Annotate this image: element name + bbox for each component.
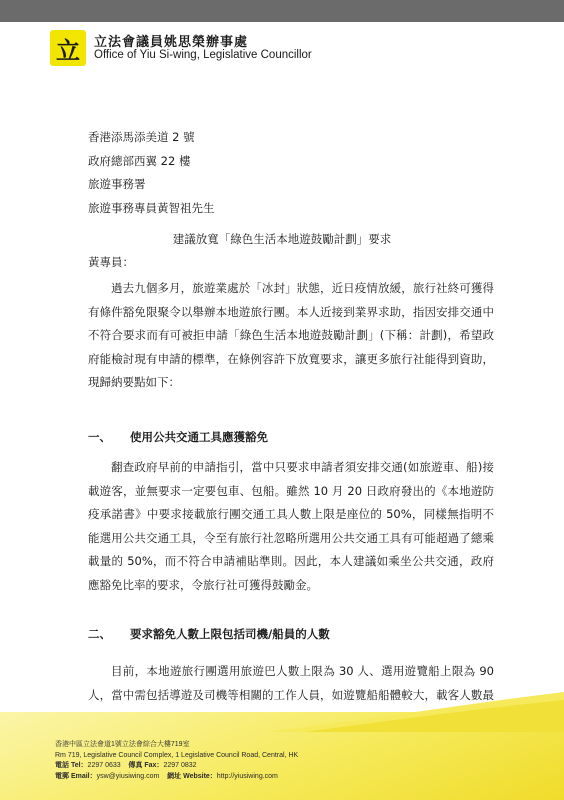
intro-paragraph: 過去九個多月，旅遊業處於「冰封」狀態，近日疫情放緩，旅行社終可獲得有條件豁免限聚令以舉辦本地遊旅行團。本人近接到業界求助，指因安排交通中不符合要求而有可被拒申請「綠色生活本地遊鼓勵計劃」(下稱：計劃)，希望政府能檢討現有申請的標準，在條例容許下放寬要求，讓更多旅行社能得到資助，現歸納要點如下： — [88, 281, 494, 389]
fax-number: 2297 0832 — [163, 762, 197, 769]
section-title: 使用公共交通工具應獲豁免 — [130, 430, 268, 444]
address-line: 香港添馬添美道 2 號 — [88, 130, 195, 144]
section-2-body: 目前，本地遊旅行團選用旅遊巴人數上限為 30 人、選用遊覽船上限為 90 人，當中需包括導遊及司機等相關的工作人員，如遊覽船船體較大，載客人數最 — [88, 664, 494, 702]
email-link[interactable]: ysw@yiusiwing.com — [96, 772, 160, 780]
section-2-heading — [88, 626, 330, 642]
office-logo: 立 — [50, 30, 86, 66]
top-bar — [0, 0, 564, 22]
address-line: 旅遊事務署 — [88, 177, 146, 191]
footer-address-en: Rm 719, Legislative Council Complex, 1 Legislative Council Road, Central, HK — [55, 751, 299, 759]
footer-address-zh: 香港中區立法會道1號立法會綜合大樓719室 — [55, 741, 190, 748]
website-label: 網址 Website： — [167, 772, 217, 780]
letterhead — [50, 30, 520, 66]
recipient-address — [88, 126, 215, 220]
footer-swoosh-decoration — [264, 692, 564, 732]
tel-number: 2297 0633 — [87, 762, 121, 769]
email-label: 電郵 Email： — [55, 772, 97, 780]
office-name-zh: 立法會議員姚思榮辦事處 — [94, 35, 249, 50]
website-link[interactable]: http://yiusiwing.com — [216, 772, 278, 780]
section-1-heading — [88, 429, 268, 445]
footer-phone-line — [55, 761, 298, 772]
section-title: 要求豁免人數上限包括司機/船員的人數 — [130, 627, 330, 641]
address-line: 旅遊事務專員黃智祖先生 — [88, 200, 215, 215]
address-line: 政府總部西翼 22 樓 — [88, 153, 191, 168]
salutation: 黃專員： — [88, 255, 134, 269]
section-number: 一、 — [88, 430, 111, 444]
tel-label: 電話 Tel： — [55, 762, 88, 769]
footer-web-line — [55, 772, 298, 783]
office-name-en: Office of Yiu Si-wing, Legislative Councillor — [94, 49, 312, 61]
section-1-body: 翻查政府早前的申請指引，當中只要求申請者須安排交通(如旅遊車、船)接載遊客，並無要求一定要包車、包船。雖然 10 月 20 日政府發出的《本地遊防疫承諾書》中要求接載旅行團交通工具人數上限是座位的 50%，同樣無指明不能選用公共交通工具，令至有旅行社忽略所選用公共交通工具有可能超過了總乘載量的 50%，而不符合申請補貼準則。因此，本人建議如乘坐公共交通，政府應豁免比率的要求，令旅行社可獲得鼓勵金。 — [88, 460, 494, 592]
fax-label: 傳真 Fax： — [128, 762, 164, 769]
footer-contact — [55, 740, 298, 782]
letter-subject: 建議放寬「綠色生活本地遊鼓勵計劃」要求 — [172, 232, 392, 246]
section-number: 二、 — [88, 627, 111, 641]
